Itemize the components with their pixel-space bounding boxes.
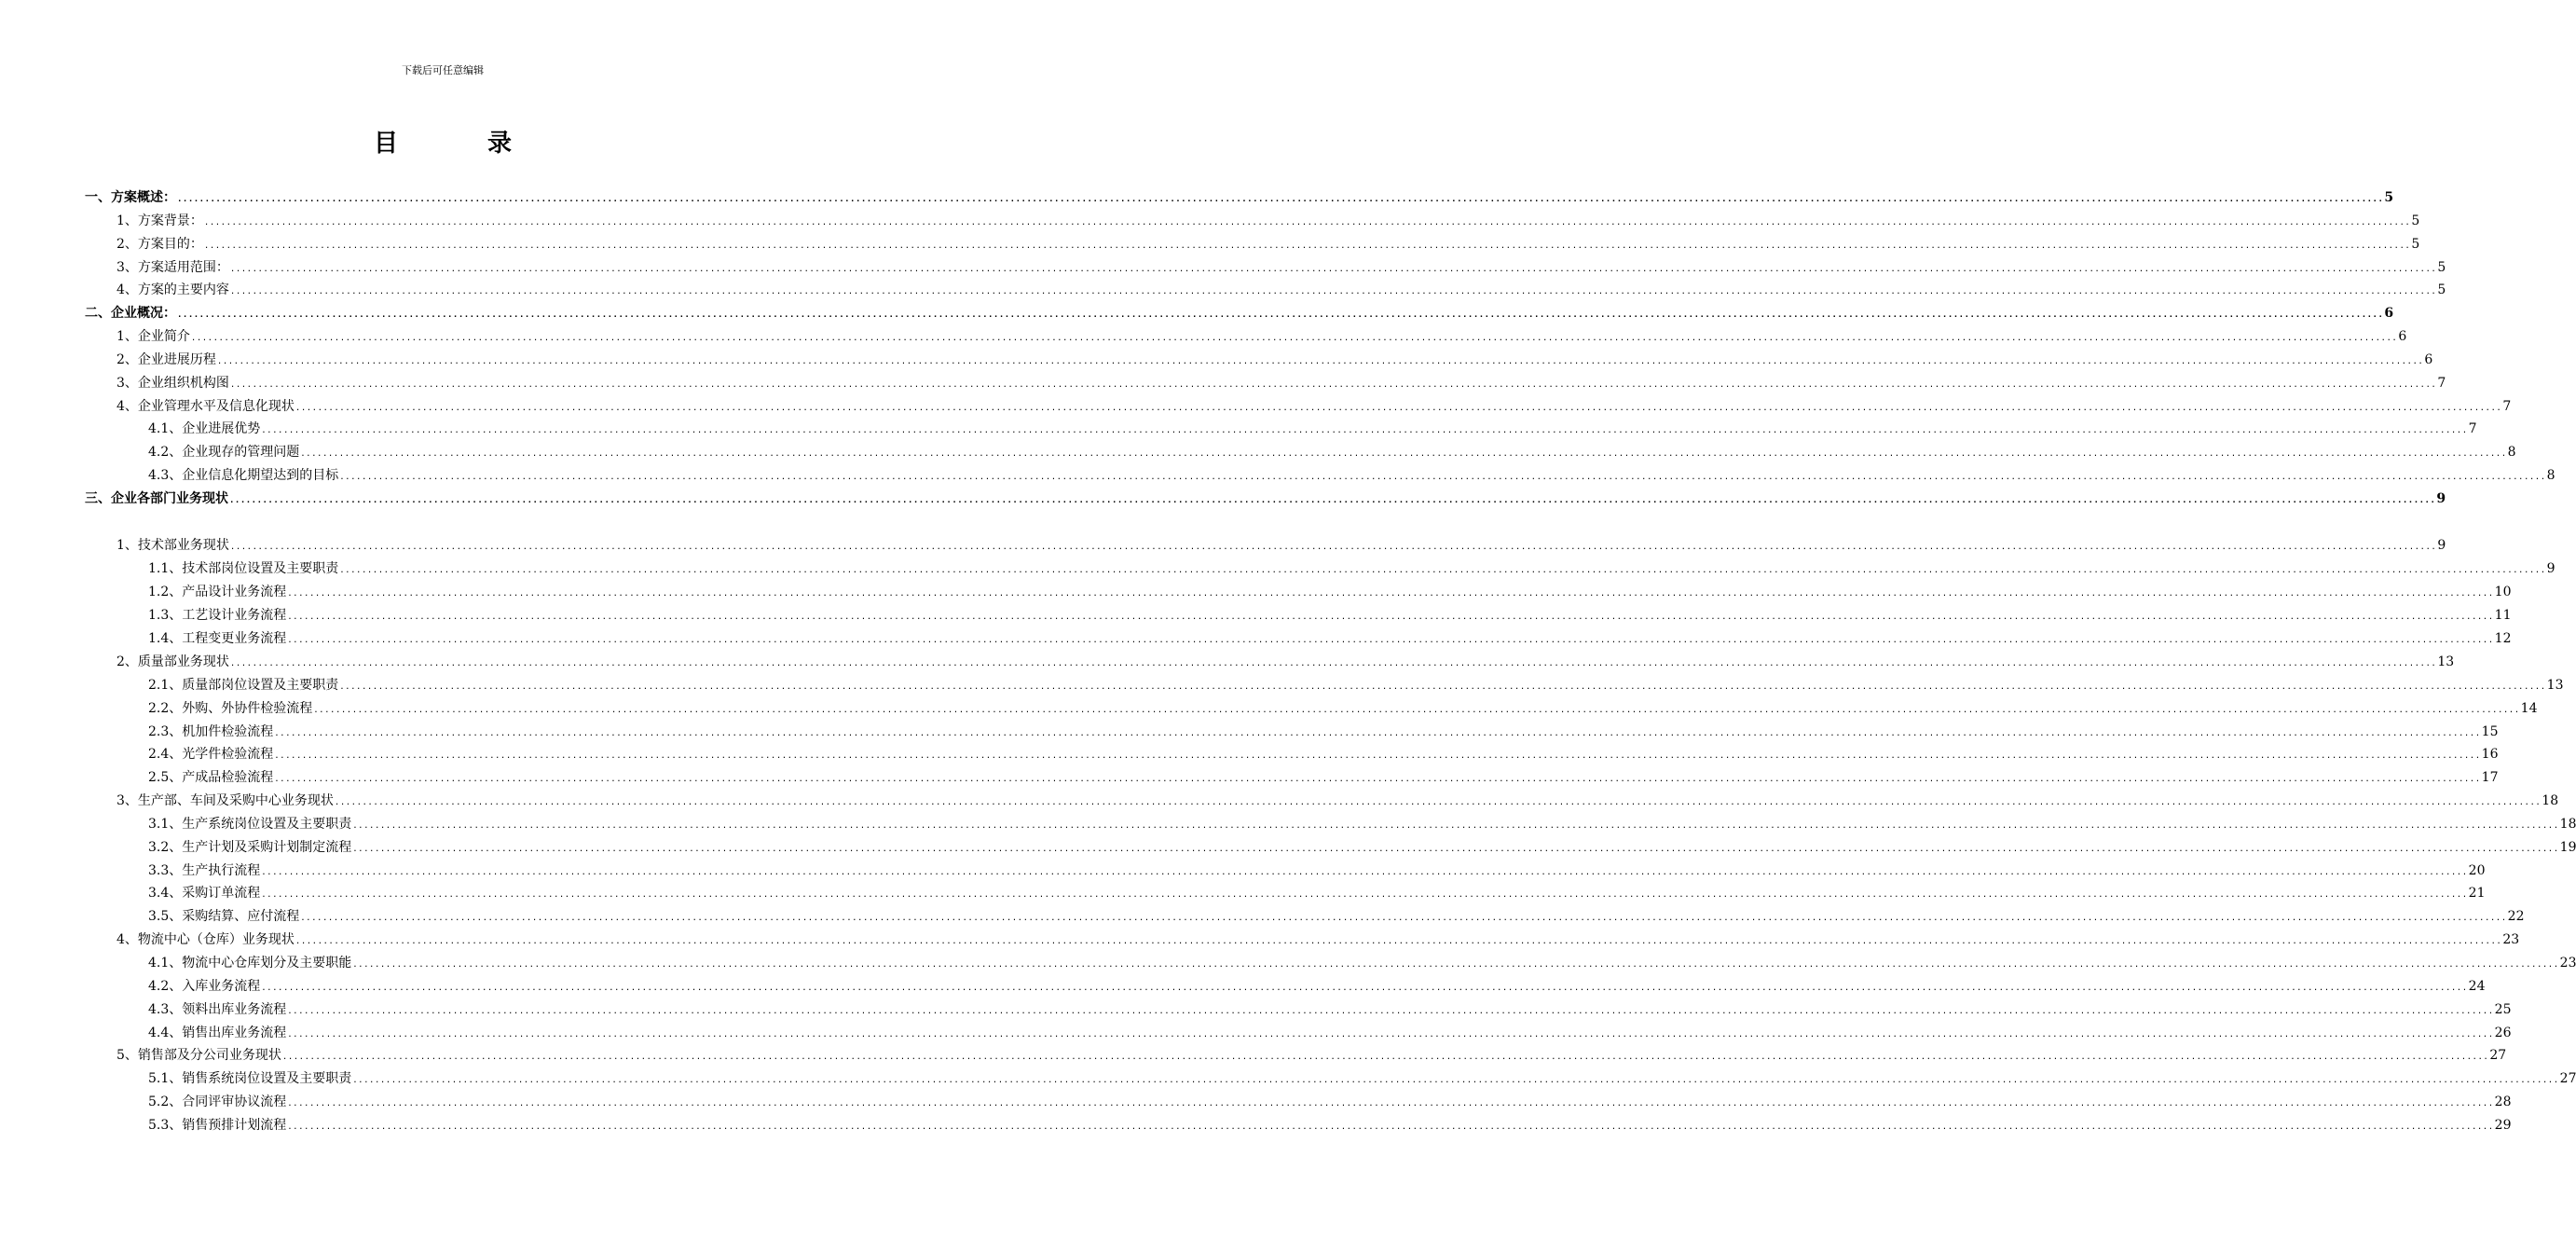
toc-entry-label: 1、企业简介 — [116, 329, 190, 344]
toc-leader-dots: ................................................................................................................................................................................................................................................................................................................................................................................................................ — [352, 1076, 2559, 1085]
toc-page-number: 29 — [2494, 1118, 2512, 1133]
toc-entry-label: 4、方案的主要内容 — [116, 282, 229, 297]
toc-entry-label: 一、方案概述： — [85, 190, 176, 205]
toc-entry[interactable] — [148, 442, 2516, 462]
toc-leader-dots: ................................................................................................................................................................................................................................................................................................................................................................................................................ — [352, 960, 2559, 970]
toc-leader-dots: ................................................................................................................................................................................................................................................................................................................................................................................................................ — [287, 613, 2494, 622]
toc-entry[interactable] — [148, 906, 2525, 927]
toc-page-number: 11 — [2494, 608, 2512, 623]
toc-entry-label: 5.2、合同评审协议流程 — [148, 1095, 287, 1109]
toc-page-number: 5 — [2411, 213, 2420, 228]
toc-entry-label: 3.2、生产计划及采购计划制定流程 — [148, 840, 352, 855]
toc-entry-label: 4.3、领料出库业务流程 — [148, 1002, 287, 1017]
toc-entry[interactable] — [148, 675, 2564, 695]
toc-page-number: 9 — [2546, 561, 2555, 576]
toc-entry-label: 5.1、销售系统岗位设置及主要职责 — [148, 1071, 352, 1086]
toc-leader-dots: ................................................................................................................................................................................................................................................................................................................................................................................................................ — [352, 845, 2559, 854]
toc-page-number: 10 — [2494, 585, 2512, 599]
toc-entry-label: 3、生产部、车间及采购中心业务现状 — [116, 793, 334, 808]
toc-entry[interactable] — [148, 628, 2512, 649]
toc-leader-dots: ................................................................................................................................................................................................................................................................................................................................................................................................................ — [339, 473, 2546, 482]
toc-entry-label: 5、销售部及分公司业务现状 — [116, 1048, 281, 1063]
toc-entry[interactable] — [116, 396, 2512, 417]
toc-entry-label: 4、物流中心（仓库）业务现状 — [116, 932, 295, 947]
toc-leader-dots: ................................................................................................................................................................................................................................................................................................................................................................................................................ — [334, 798, 2542, 807]
toc-entry[interactable] — [85, 187, 2394, 208]
toc-entry-label: 3.1、生产系统岗位设置及主要职责 — [148, 817, 352, 832]
toc-leader-dots: ................................................................................................................................................................................................................................................................................................................................................................................................................ — [261, 984, 2468, 993]
toc-page-number: 18 — [2559, 817, 2576, 832]
toc-leader-dots: ................................................................................................................................................................................................................................................................................................................................................................................................................ — [177, 195, 2384, 204]
toc-entry[interactable] — [148, 722, 2499, 742]
toc-entry[interactable] — [116, 652, 2455, 672]
toc-page-number: 7 — [2468, 421, 2477, 436]
toc-entry[interactable] — [148, 1023, 2512, 1043]
toc-entry-label: 4.2、入库业务流程 — [148, 979, 261, 994]
toc-entry-label: 1.4、工程变更业务流程 — [148, 631, 287, 646]
toc-page-number: 6 — [2384, 306, 2394, 321]
toc-leader-dots: ................................................................................................................................................................................................................................................................................................................................................................................................................ — [177, 310, 2384, 320]
toc-entry-label: 2.5、产成品检验流程 — [148, 770, 274, 785]
toc-entry[interactable] — [148, 465, 2555, 486]
toc-entry-label: 4、企业管理水平及信息化现状 — [116, 399, 295, 414]
toc-entry[interactable] — [85, 489, 2446, 509]
toc-entry[interactable] — [148, 698, 2538, 719]
toc-leader-dots: ................................................................................................................................................................................................................................................................................................................................................................................................................ — [274, 751, 2481, 761]
toc-page-number: 25 — [2494, 1002, 2512, 1017]
toc-leader-dots: ................................................................................................................................................................................................................................................................................................................................................................................................................ — [287, 636, 2494, 645]
toc-entry-label: 1.1、技术部岗位设置及主要职责 — [148, 561, 339, 576]
toc-title-char-2: 录 — [487, 130, 513, 158]
toc-entry-label: 3.4、采购订单流程 — [148, 886, 261, 901]
toc-title — [0, 124, 885, 158]
toc-page-number: 13 — [2437, 654, 2455, 669]
toc-entry-label: 1、方案背景： — [116, 213, 203, 228]
toc-entry-label: 2.1、质量部岗位设置及主要职责 — [148, 678, 339, 693]
toc-page-number: 5 — [2411, 237, 2420, 252]
toc-page-number: 6 — [2424, 352, 2433, 367]
toc-leader-dots: ................................................................................................................................................................................................................................................................................................................................................................................................................ — [229, 265, 2437, 274]
toc-entry-label: 1、技术部业务现状 — [116, 538, 229, 553]
toc-page-number: 21 — [2468, 886, 2486, 901]
toc-entry-label: 1.3、工艺设计业务流程 — [148, 608, 287, 623]
toc-page-number: 19 — [2559, 840, 2576, 855]
toc-entry[interactable] — [116, 280, 2446, 300]
toc-entry[interactable] — [148, 582, 2512, 602]
toc-entry[interactable] — [148, 999, 2512, 1020]
toc-entry[interactable] — [116, 791, 2559, 811]
toc-entry[interactable] — [148, 976, 2486, 997]
toc-entry-label: 三、企业各部门业务现状 — [85, 491, 228, 506]
toc-leader-dots: ................................................................................................................................................................................................................................................................................................................................................................................................................ — [287, 1007, 2494, 1016]
toc-leader-dots: ................................................................................................................................................................................................................................................................................................................................................................................................................ — [287, 1122, 2494, 1132]
toc-entry[interactable] — [148, 953, 2576, 973]
toc-title-char-1: 目 — [373, 130, 398, 158]
toc-entry-label: 1.2、产品设计业务流程 — [148, 585, 287, 599]
toc-leader-dots: ................................................................................................................................................................................................................................................................................................................................................................................................................ — [339, 566, 2546, 575]
toc-leader-dots: ................................................................................................................................................................................................................................................................................................................................................................................................................ — [313, 706, 2520, 715]
toc-page-number: 28 — [2494, 1095, 2512, 1109]
toc-page-number: 22 — [2507, 909, 2525, 924]
toc-leader-dots: ................................................................................................................................................................................................................................................................................................................................................................................................................ — [281, 1053, 2489, 1062]
toc-entry[interactable] — [116, 929, 2520, 950]
toc-page-number: 27 — [2559, 1071, 2576, 1086]
toc-leader-dots: ................................................................................................................................................................................................................................................................................................................................................................................................................ — [216, 357, 2424, 366]
toc-entry[interactable] — [148, 767, 2499, 788]
toc-page-number: 5 — [2437, 282, 2446, 297]
toc-leader-dots: ................................................................................................................................................................................................................................................................................................................................................................................................................ — [261, 426, 2468, 435]
toc-entry[interactable] — [148, 861, 2486, 881]
toc-entry-label: 3.3、生产执行流程 — [148, 863, 261, 878]
toc-page-number: 16 — [2481, 747, 2499, 762]
toc-leader-dots: ................................................................................................................................................................................................................................................................................................................................................................................................................ — [339, 682, 2546, 692]
toc-entry-label: 二、企业概况： — [85, 306, 176, 321]
toc-entry-label: 2.2、外购、外协件检验流程 — [148, 701, 313, 716]
toc-page-number: 23 — [2502, 932, 2520, 947]
toc-entry[interactable] — [148, 837, 2576, 858]
toc-leader-dots: ................................................................................................................................................................................................................................................................................................................................................................................................................ — [190, 334, 2398, 343]
toc-entry[interactable] — [116, 1045, 2507, 1066]
toc-entry[interactable] — [148, 419, 2477, 439]
toc-page-number: 26 — [2494, 1026, 2512, 1040]
toc-entry[interactable] — [148, 744, 2499, 764]
toc-page-number: 5 — [2437, 260, 2446, 275]
toc-leader-dots: ................................................................................................................................................................................................................................................................................................................................................................................................................ — [295, 937, 2502, 946]
toc-entry[interactable] — [148, 558, 2555, 579]
toc-page-number: 6 — [2398, 329, 2407, 344]
toc-page-number: 18 — [2542, 793, 2559, 808]
toc-leader-dots: ................................................................................................................................................................................................................................................................................................................................................................................................................ — [229, 543, 2437, 552]
toc-leader-dots: ................................................................................................................................................................................................................................................................................................................................................................................................................ — [229, 380, 2437, 390]
toc-entry[interactable] — [148, 605, 2512, 626]
toc-page-number: 13 — [2546, 678, 2564, 693]
toc-entry[interactable] — [148, 883, 2486, 903]
toc-page-number: 9 — [2437, 538, 2446, 553]
toc-entry-label: 4.4、销售出库业务流程 — [148, 1026, 287, 1040]
toc-entry[interactable] — [148, 1068, 2576, 1089]
toc-leader-dots: ................................................................................................................................................................................................................................................................................................................................................................................................................ — [261, 890, 2468, 900]
toc-page-number: 27 — [2489, 1048, 2507, 1063]
toc-entry[interactable] — [116, 257, 2446, 278]
toc-entry-label: 5.3、销售预排计划流程 — [148, 1118, 287, 1133]
toc-page-number: 5 — [2384, 190, 2394, 205]
toc-page-number: 17 — [2481, 770, 2499, 785]
toc-entry-label: 4.1、物流中心仓库划分及主要职能 — [148, 956, 352, 971]
toc-entry[interactable] — [148, 1115, 2512, 1136]
toc-leader-dots: ................................................................................................................................................................................................................................................................................................................................................................................................................ — [274, 729, 2481, 738]
toc-entry[interactable] — [116, 350, 2433, 370]
toc-page-number: 8 — [2507, 445, 2516, 460]
toc-leader-dots: ................................................................................................................................................................................................................................................................................................................................................................................................................ — [352, 821, 2559, 831]
toc-leader-dots: ................................................................................................................................................................................................................................................................................................................................................................................................................ — [295, 404, 2502, 413]
toc-entry-label: 2.3、机加件检验流程 — [148, 724, 274, 739]
toc-page-number: 14 — [2520, 701, 2538, 716]
toc-page-number: 9 — [2436, 491, 2446, 506]
toc-page-number: 24 — [2468, 979, 2486, 994]
toc-entry-label: 2、方案目的： — [116, 237, 203, 252]
toc-page-number: 23 — [2559, 956, 2576, 971]
toc-entry[interactable] — [116, 211, 2420, 231]
toc-entry[interactable] — [85, 303, 2394, 324]
toc-page-number: 15 — [2481, 724, 2499, 739]
toc-leader-dots: ................................................................................................................................................................................................................................................................................................................................................................................................................ — [261, 868, 2468, 877]
toc-page-number: 8 — [2546, 468, 2555, 483]
toc-page-number: 7 — [2502, 399, 2512, 414]
toc-leader-dots: ................................................................................................................................................................................................................................................................................................................................................................................................................ — [300, 914, 2507, 923]
toc-entry[interactable] — [116, 234, 2420, 255]
toc-leader-dots: ................................................................................................................................................................................................................................................................................................................................................................................................................ — [229, 287, 2437, 296]
toc-page-number: 20 — [2468, 863, 2486, 878]
toc-entry-label: 2.4、光学件检验流程 — [148, 747, 274, 762]
toc-leader-dots: ................................................................................................................................................................................................................................................................................................................................................................................................................ — [203, 241, 2411, 251]
toc-entry-label: 2、企业进展历程 — [116, 352, 216, 367]
toc-entry[interactable] — [116, 326, 2407, 347]
toc-entry-label: 2、质量部业务现状 — [116, 654, 229, 669]
toc-leader-dots: ................................................................................................................................................................................................................................................................................................................................................................................................................ — [287, 589, 2494, 599]
toc-page-number: 7 — [2437, 376, 2446, 391]
toc-entry[interactable] — [148, 1092, 2512, 1112]
toc-entry-label: 4.2、企业现存的管理问题 — [148, 445, 300, 460]
toc-entry-label: 3.5、采购结算、应付流程 — [148, 909, 300, 924]
toc-entry[interactable] — [116, 535, 2446, 556]
toc-leader-dots: ................................................................................................................................................................................................................................................................................................................................................................................................................ — [229, 496, 2436, 505]
toc-entry[interactable] — [116, 373, 2446, 393]
toc-leader-dots: ................................................................................................................................................................................................................................................................................................................................................................................................................ — [229, 659, 2437, 668]
toc-entry-label: 4.1、企业进展优势 — [148, 421, 261, 436]
toc-entry[interactable] — [148, 814, 2576, 834]
toc-entry-label: 3、方案适用范围： — [116, 260, 229, 275]
toc-page-number: 12 — [2494, 631, 2512, 646]
toc-entry-label: 3、企业组织机构图 — [116, 376, 229, 391]
toc-leader-dots: ................................................................................................................................................................................................................................................................................................................................................................................................................ — [287, 1030, 2494, 1040]
toc-leader-dots: ................................................................................................................................................................................................................................................................................................................................................................................................................ — [203, 218, 2411, 227]
toc-leader-dots: ................................................................................................................................................................................................................................................................................................................................................................................................................ — [300, 449, 2507, 459]
toc-leader-dots: ................................................................................................................................................................................................................................................................................................................................................................................................................ — [287, 1099, 2494, 1108]
toc-entry-label: 4.3、企业信息化期望达到的目标 — [148, 468, 339, 483]
toc-leader-dots: ................................................................................................................................................................................................................................................................................................................................................................................................................ — [274, 775, 2481, 784]
page-header: 下载后可任意编辑 — [402, 64, 484, 76]
